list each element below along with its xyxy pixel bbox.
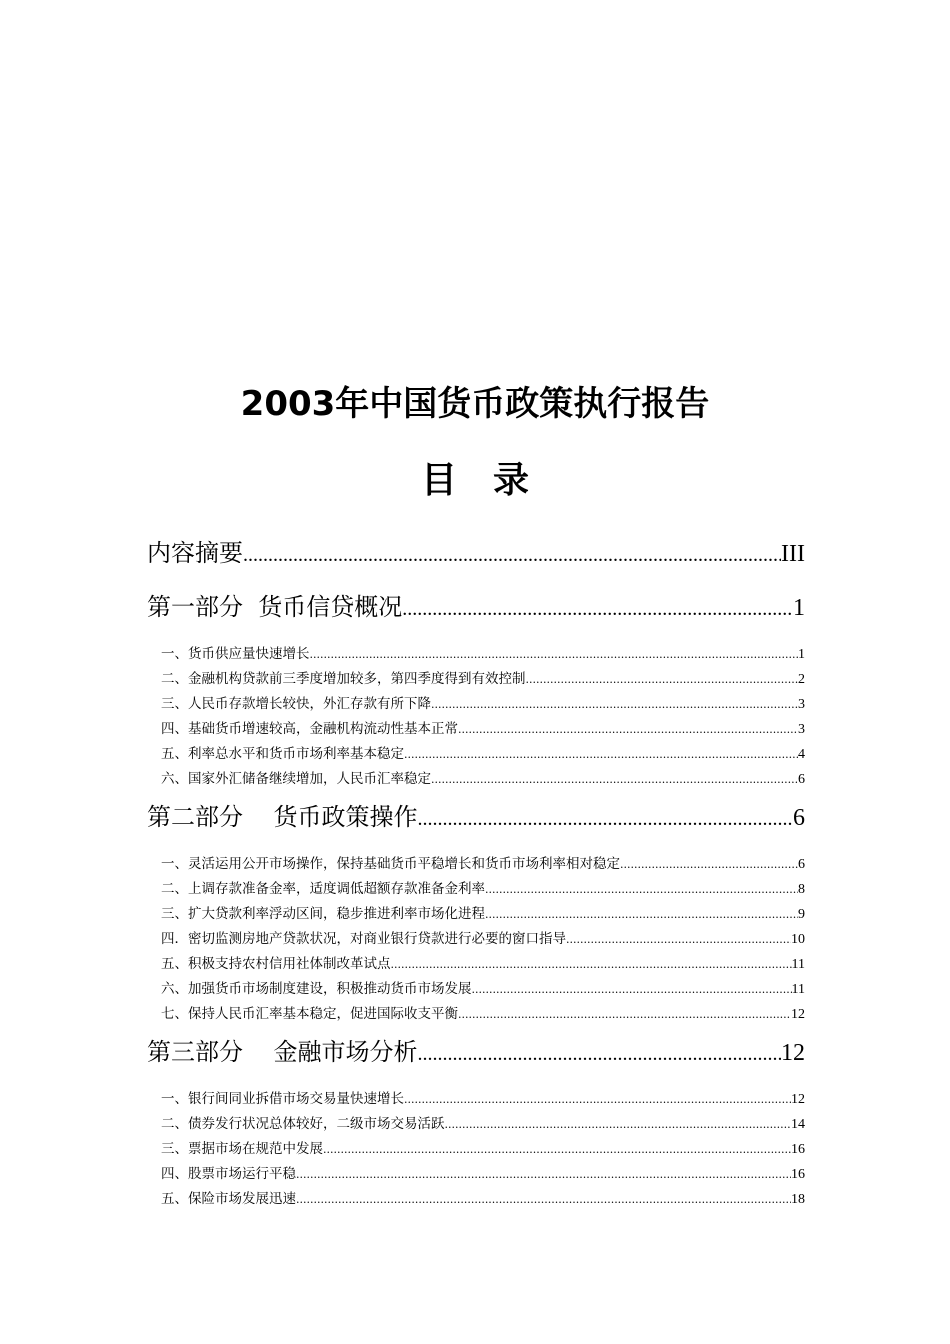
toc-item[interactable] (147, 902, 805, 927)
toc-page-number: 12 (791, 1007, 805, 1022)
dot-leader (391, 952, 792, 977)
dot-leader (620, 852, 798, 877)
dot-leader (323, 1137, 791, 1162)
toc-item[interactable] (147, 667, 805, 692)
toc-page-number: 4 (798, 747, 805, 762)
toc-page-number: 11 (791, 957, 805, 972)
toc-page-number: 1 (798, 647, 805, 662)
toc-item-label: 二、金融机构贷款前三季度增加较多，第四季度得到有效控制 (161, 671, 526, 687)
toc-part-label: 第一部分 货币信贷概况 (147, 593, 403, 621)
toc-item-label: 一、货币供应量快速增长 (161, 646, 310, 662)
toc-part-label: 第三部分 金融市场分析 (147, 1038, 418, 1066)
toc-item[interactable] (147, 1112, 805, 1137)
table-of-contents (147, 534, 805, 1212)
toc-page-number: 18 (791, 1192, 805, 1207)
toc-page-number: 16 (791, 1167, 805, 1182)
dot-leader (431, 692, 798, 717)
toc-page-number: 16 (791, 1142, 805, 1157)
toc-item-label: 二、上调存款准备金率，适度调低超额存款准备金利率 (161, 881, 485, 897)
dot-leader (431, 767, 798, 792)
toc-item[interactable] (147, 977, 805, 1002)
report-title: 2003年中国货币政策执行报告 (240, 384, 710, 424)
dot-leader (458, 717, 798, 742)
toc-page-number: 11 (791, 982, 805, 997)
dot-leader (485, 877, 798, 902)
toc-page-number: 6 (793, 805, 805, 831)
toc-page-number: 8 (798, 882, 805, 897)
dot-leader (418, 799, 793, 838)
toc-item-label: 四、基础货币增速较高，金融机构流动性基本正常 (161, 721, 458, 737)
dot-leader (402, 589, 793, 628)
dot-leader (485, 902, 798, 927)
toc-page-number: 6 (798, 772, 805, 787)
toc-item[interactable] (147, 1162, 805, 1187)
toc-page-number: 3 (798, 722, 805, 737)
toc-page-number: 14 (791, 1117, 805, 1132)
dot-leader (445, 1112, 792, 1137)
toc-item[interactable] (147, 1137, 805, 1162)
toc-item-label: 四．密切监测房地产贷款状况，对商业银行贷款进行必要的窗口指导 (161, 931, 566, 947)
toc-page-number: 10 (791, 932, 805, 947)
toc-item[interactable] (147, 642, 805, 667)
dot-leader (418, 1034, 781, 1073)
toc-item[interactable] (147, 877, 805, 902)
toc-item[interactable] (147, 742, 805, 767)
toc-page-number: 12 (781, 1040, 805, 1066)
toc-part-label: 第二部分 货币政策操作 (147, 803, 418, 831)
dot-leader (526, 667, 799, 692)
toc-item[interactable] (147, 927, 805, 952)
toc-item-label: 三、扩大贷款利率浮动区间，稳步推进利率市场化进程 (161, 906, 485, 922)
toc-item[interactable] (147, 852, 805, 877)
toc-item-label: 三、票据市场在规范中发展 (161, 1141, 323, 1157)
dot-leader (404, 1087, 791, 1112)
toc-part-1[interactable] (147, 588, 805, 642)
toc-item-label: 五、保险市场发展迅速 (161, 1191, 296, 1207)
toc-item-label: 六、国家外汇储备继续增加，人民币汇率稳定 (161, 771, 431, 787)
toc-page-number: 6 (798, 857, 805, 872)
toc-entry-summary[interactable] (147, 534, 805, 588)
toc-page-number: 3 (798, 697, 805, 712)
toc-item-label: 三、人民币存款增长较快，外汇存款有所下降 (161, 696, 431, 712)
toc-page-number: 12 (791, 1092, 805, 1107)
toc-item-label: 一、灵活运用公开市场操作，保持基础货币平稳增长和货币市场利率相对稳定 (161, 856, 620, 872)
dot-leader (566, 927, 791, 952)
toc-item-label: 四、股票市场运行平稳 (161, 1166, 296, 1182)
dot-leader (458, 1002, 791, 1027)
toc-item[interactable] (147, 1002, 805, 1027)
toc-page-number: 2 (798, 672, 805, 687)
dot-leader (310, 642, 799, 667)
toc-item[interactable] (147, 952, 805, 977)
toc-heading: 目录 (420, 460, 565, 501)
toc-page-number: 1 (793, 595, 805, 621)
toc-item-label: 七、保持人民币汇率基本稳定，促进国际收支平衡 (161, 1006, 458, 1022)
dot-leader (296, 1162, 791, 1187)
toc-item[interactable] (147, 1087, 805, 1112)
toc-entry-label: 内容摘要 (147, 539, 243, 567)
dot-leader (472, 977, 792, 1002)
toc-item-label: 六、加强货币市场制度建设，积极推动货币市场发展 (161, 981, 472, 997)
toc-page-number: 9 (798, 907, 805, 922)
toc-part-3[interactable] (147, 1033, 805, 1087)
dot-leader (243, 535, 781, 574)
toc-page-number: III (781, 541, 805, 567)
dot-leader (404, 742, 798, 767)
toc-item-label: 五、积极支持农村信用社体制改革试点 (161, 956, 391, 972)
toc-part-2[interactable] (147, 798, 805, 852)
toc-item[interactable] (147, 767, 805, 792)
dot-leader (296, 1187, 791, 1212)
toc-item-label: 五、利率总水平和货币市场利率基本稳定 (161, 746, 404, 762)
toc-item-label: 二、债券发行状况总体较好，二级市场交易活跃 (161, 1116, 445, 1132)
toc-item-label: 一、银行间同业拆借市场交易量快速增长 (161, 1091, 404, 1107)
toc-item[interactable] (147, 692, 805, 717)
toc-item[interactable] (147, 1187, 805, 1212)
toc-item[interactable] (147, 717, 805, 742)
